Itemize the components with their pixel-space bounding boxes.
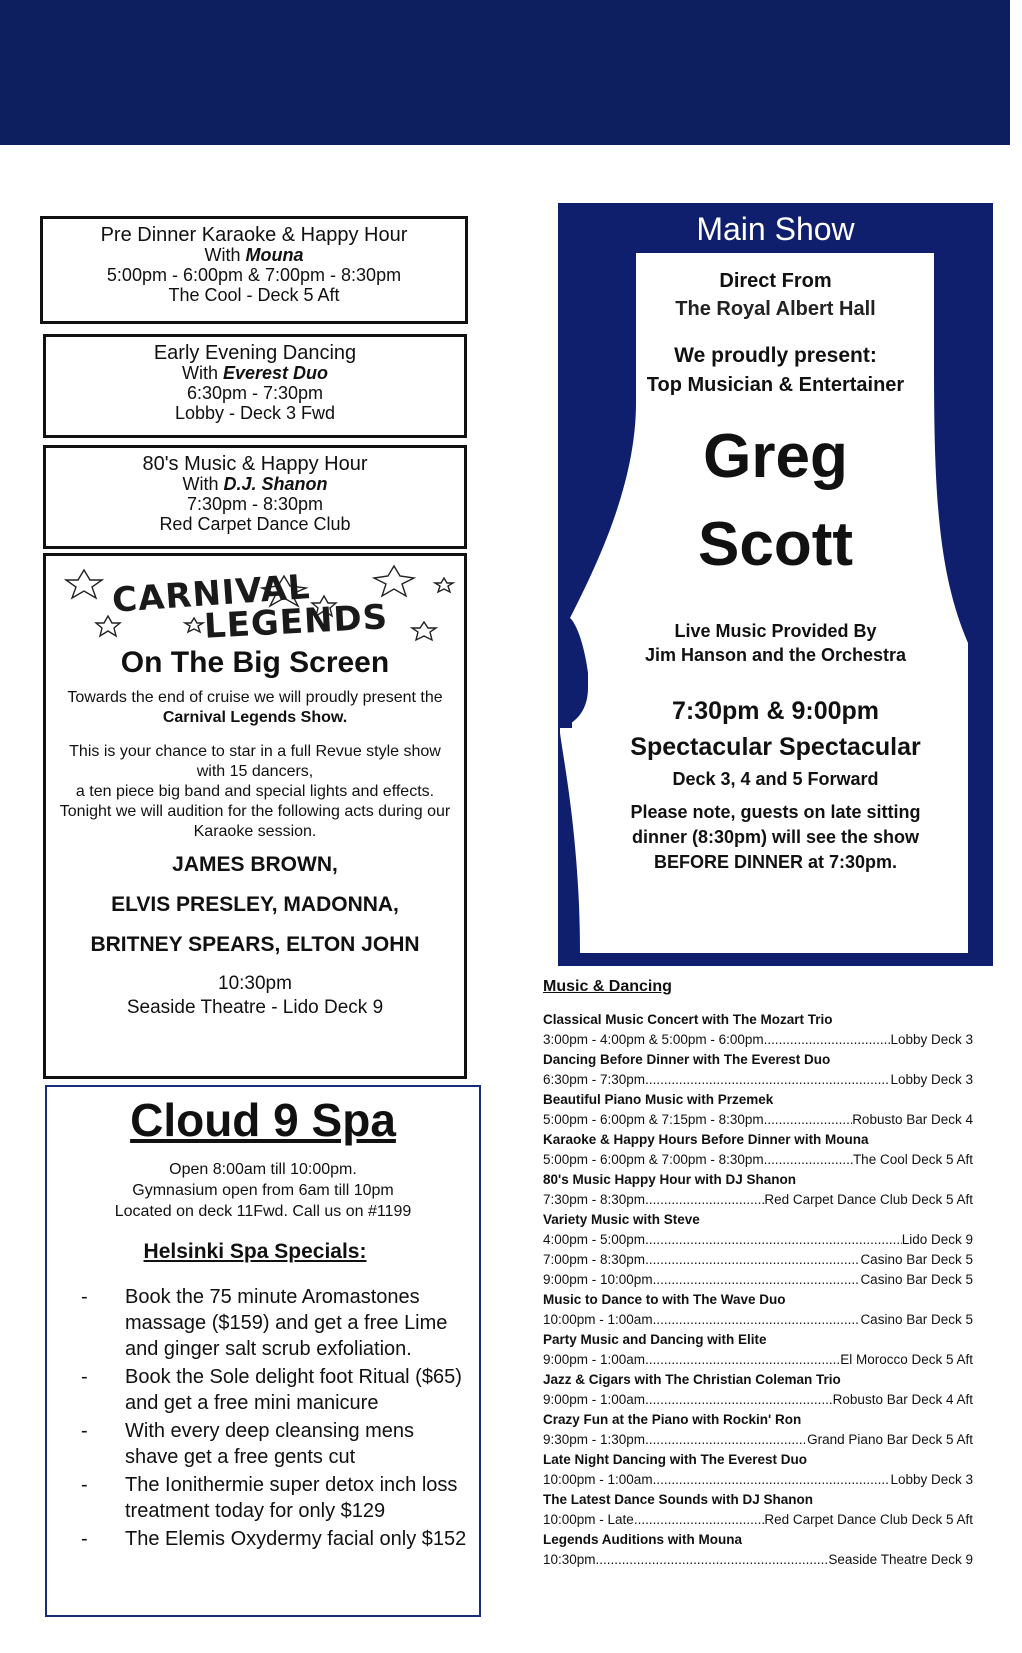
act-elvis-madonna: ELVIS PRESLEY, MADONNA, xyxy=(111,893,399,916)
event-place: The Cool - Deck 5 Aft xyxy=(168,285,340,305)
carnival-legends-panel xyxy=(43,553,467,1079)
music-item-row xyxy=(543,1350,973,1370)
spa-hours: Open 8:00am till 10:00pm. xyxy=(169,1161,357,1178)
act-britney-elton: BRITNEY SPEARS, ELTON JOHN xyxy=(90,933,420,956)
music-item-time: 5:00pm - 6:00pm & 7:00pm - 8:30pm xyxy=(543,1152,764,1167)
music-item-place: El Morocco Deck 5 Aft xyxy=(840,1352,973,1367)
spa-specials-heading: Helsinki Spa Specials: xyxy=(143,1240,367,1263)
music-item-title: Music to Dance to with The Wave Duo xyxy=(543,1292,786,1307)
carnival-time: 10:30pm xyxy=(218,973,292,994)
event-title: Early Evening Dancing xyxy=(153,342,357,364)
music-item-time: 10:00pm - Late xyxy=(543,1512,634,1527)
music-item-place: Red Carpet Dance Club Deck 5 Aft xyxy=(764,1512,973,1527)
music-heading: Music & Dancing xyxy=(543,978,672,995)
music-item-place: Grand Piano Bar Deck 5 Aft xyxy=(807,1432,973,1447)
music-item-row xyxy=(543,1510,973,1530)
music-item-place: Red Carpet Dance Club Deck 5 Aft xyxy=(764,1192,973,1207)
music-item-place: Seaside Theatre Deck 9 xyxy=(828,1552,973,1567)
dot-leader xyxy=(653,1470,891,1490)
carnival-para-3: Tonight we will audition for the following acts during our Karaoke session. xyxy=(59,803,451,840)
music-item-title: Crazy Fun at the Piano with Rockin' Ron xyxy=(543,1412,802,1427)
music-item-time: 7:00pm - 8:30pm xyxy=(543,1252,646,1267)
dot-leader xyxy=(764,1030,891,1050)
event-place: Red Carpet Dance Club xyxy=(159,514,351,534)
dot-leader xyxy=(596,1550,829,1570)
event-time: 6:30pm - 7:30pm xyxy=(186,383,324,403)
music-item-row xyxy=(543,1190,973,1210)
carnival-intro: Towards the end of cruise we will proudly present the Carnival Legends Show. xyxy=(67,689,443,726)
music-item-row xyxy=(543,1030,973,1050)
list-item: - The Ionithermie super detox inch loss treatment today for only $129 xyxy=(55,1472,471,1524)
music-item-place: Lobby Deck 3 xyxy=(890,1072,973,1087)
dot-leader xyxy=(645,1350,840,1370)
list-item: - The Elemis Oxydermy facial only $152 xyxy=(55,1526,471,1552)
music-item-title: Variety Music with Steve xyxy=(543,1212,700,1227)
event-performer: Everest Duo xyxy=(222,363,329,383)
music-item-time: 10:30pm xyxy=(543,1552,596,1567)
music-item-title: The Latest Dance Sounds with DJ Shanon xyxy=(543,1492,814,1507)
show-times: 7:30pm & 9:00pm xyxy=(671,697,880,725)
carnival-para-1: This is your chance to star in a full Revue style show with 15 dancers, xyxy=(69,743,441,780)
music-item-place: Robusto Bar Deck 4 Aft xyxy=(832,1392,973,1407)
dot-leader xyxy=(645,1390,833,1410)
dot-leader xyxy=(645,1230,902,1250)
list-item: - With every deep cleansing mens shave get a free gents cut xyxy=(55,1418,471,1470)
dot-leader xyxy=(764,1150,853,1170)
music-item-title: Party Music and Dancing with Elite xyxy=(543,1332,767,1347)
music-item-place: Casino Bar Deck 5 xyxy=(860,1312,973,1327)
music-provided-by: Live Music Provided By xyxy=(674,621,877,641)
music-item-place: Lobby Deck 3 xyxy=(890,1472,973,1487)
spa-title: Cloud 9 Spa xyxy=(130,1094,396,1146)
dot-leader xyxy=(653,1310,861,1330)
event-dancing xyxy=(43,334,467,438)
event-80s xyxy=(43,445,467,549)
event-time: 5:00pm - 6:00pm & 7:00pm - 8:30pm xyxy=(106,265,402,285)
show-deck: Deck 3, 4 and 5 Forward xyxy=(672,769,879,789)
list-item: - Book the Sole delight foot Ritual ($65) and get a free mini manicure xyxy=(55,1364,471,1416)
carnival-para-2: a ten piece big band and special lights and effects. xyxy=(75,783,435,800)
main-show-content xyxy=(558,267,993,875)
act-james-brown: JAMES BROWN, xyxy=(172,853,338,876)
music-item-row xyxy=(543,1550,973,1570)
music-item-row xyxy=(543,1470,973,1490)
music-item-time: 6:30pm - 7:30pm xyxy=(543,1072,646,1087)
music-item-title: Late Night Dancing with The Everest Duo xyxy=(543,1452,808,1467)
present-line: We proudly present: xyxy=(674,344,877,367)
music-list xyxy=(543,1010,973,1570)
music-item-place: Lido Deck 9 xyxy=(901,1232,973,1247)
spa-location: Located on deck 11Fwd. Call us on #1199 xyxy=(114,1203,412,1220)
music-item-row xyxy=(543,1070,973,1090)
music-item-place: Lobby Deck 3 xyxy=(890,1032,973,1047)
dot-leader xyxy=(645,1250,860,1270)
music-item-title: Classical Music Concert with The Mozart Trio xyxy=(543,1012,833,1027)
dot-leader xyxy=(645,1190,764,1210)
music-item-time: 9:00pm - 1:00am xyxy=(543,1352,646,1367)
music-dancing-section xyxy=(543,978,973,1570)
event-performer: D.J. Shanon xyxy=(223,474,328,494)
music-item-row xyxy=(543,1230,973,1250)
music-item-row xyxy=(543,1310,973,1330)
music-item-time: 5:00pm - 6:00pm & 7:15pm - 8:30pm xyxy=(543,1112,764,1127)
event-title: Pre Dinner Karaoke & Happy Hour xyxy=(100,224,408,246)
event-with: With Mouna xyxy=(204,245,304,265)
music-item-row xyxy=(543,1430,973,1450)
music-item-title: Beautiful Piano Music with Przemek xyxy=(543,1092,774,1107)
event-with: With Everest Duo xyxy=(181,363,329,383)
music-item-row xyxy=(543,1150,973,1170)
event-title: 80's Music & Happy Hour xyxy=(142,453,368,475)
performer-first-name: Greg xyxy=(703,422,848,491)
music-item-row xyxy=(543,1270,973,1290)
event-with: With D.J. Shanon xyxy=(182,474,328,494)
dot-leader xyxy=(634,1510,765,1530)
spa-specials-list xyxy=(55,1284,471,1552)
music-item-title: Jazz & Cigars with The Christian Coleman Trio xyxy=(543,1372,841,1387)
music-item-place: Robusto Bar Deck 4 xyxy=(852,1112,973,1127)
music-item-time: 4:00pm - 5:00pm xyxy=(543,1232,646,1247)
main-show-panel xyxy=(558,203,993,966)
event-time: 7:30pm - 8:30pm xyxy=(186,494,324,514)
event-karaoke xyxy=(40,216,468,324)
performer-last-name: Scott xyxy=(698,510,853,579)
music-item-place: Casino Bar Deck 5 xyxy=(860,1252,973,1267)
dot-leader xyxy=(764,1110,853,1130)
music-item-title: Dancing Before Dinner with The Everest Duo xyxy=(543,1052,831,1067)
carnival-legends-logo xyxy=(54,556,456,646)
music-item-time: 9:00pm - 1:00am xyxy=(543,1392,646,1407)
page-edge xyxy=(1010,0,1022,1653)
orchestra-name: Jim Hanson and the Orchestra xyxy=(644,645,907,665)
main-show-title: Main Show xyxy=(696,211,855,247)
header-band xyxy=(0,0,1010,145)
list-item: - Book the 75 minute Aromastones massage ($159) and get a free Lime and ginger salt scrub exfoliation. xyxy=(55,1284,471,1362)
late-sitting-note-3: BEFORE DINNER at 7:30pm. xyxy=(653,852,898,872)
spa-panel xyxy=(45,1085,481,1617)
logo-legends-text: LEGENDS xyxy=(203,597,390,647)
music-item-time: 9:30pm - 1:30pm xyxy=(543,1432,646,1447)
dot-leader xyxy=(645,1070,890,1090)
dot-leader xyxy=(653,1270,861,1290)
direct-from: Direct From xyxy=(719,270,832,292)
event-place: Lobby - Deck 3 Fwd xyxy=(174,403,336,423)
music-item-title: Legends Auditions with Mouna xyxy=(543,1532,742,1547)
music-item-row xyxy=(543,1390,973,1410)
music-item-place: The Cool Deck 5 Aft xyxy=(852,1152,973,1167)
spa-gym-hours: Gymnasium open from 6am till 10pm xyxy=(132,1182,394,1199)
music-item-time: 10:00pm - 1:00am xyxy=(543,1472,653,1487)
music-item-place: Casino Bar Deck 5 xyxy=(860,1272,973,1287)
late-sitting-note-2: dinner (8:30pm) will see the show xyxy=(631,827,920,847)
show-subtitle: Spectacular Spectacular xyxy=(630,733,921,761)
music-item-time: 9:00pm - 10:00pm xyxy=(543,1272,653,1287)
dot-leader xyxy=(645,1430,807,1450)
logo-carnival-text: CARNIVAL xyxy=(110,567,312,621)
music-item-title: 80's Music Happy Hour with DJ Shanon xyxy=(543,1172,796,1187)
music-item-row xyxy=(543,1250,973,1270)
music-item-row xyxy=(543,1110,973,1130)
carnival-place: Seaside Theatre - Lido Deck 9 xyxy=(126,997,384,1018)
music-item-time: 3:00pm - 4:00pm & 5:00pm - 6:00pm xyxy=(543,1032,764,1047)
venue-name: The Royal Albert Hall xyxy=(675,298,876,320)
role-line: Top Musician & Entertainer xyxy=(646,374,905,396)
music-item-title: Karaoke & Happy Hours Before Dinner with Mouna xyxy=(543,1132,869,1147)
carnival-heading: On The Big Screen xyxy=(120,646,390,679)
late-sitting-note-1: Please note, guests on late sitting xyxy=(630,802,921,822)
music-item-time: 10:00pm - 1:00am xyxy=(543,1312,653,1327)
music-item-time: 7:30pm - 8:30pm xyxy=(543,1192,646,1207)
event-performer: Mouna xyxy=(245,245,304,265)
